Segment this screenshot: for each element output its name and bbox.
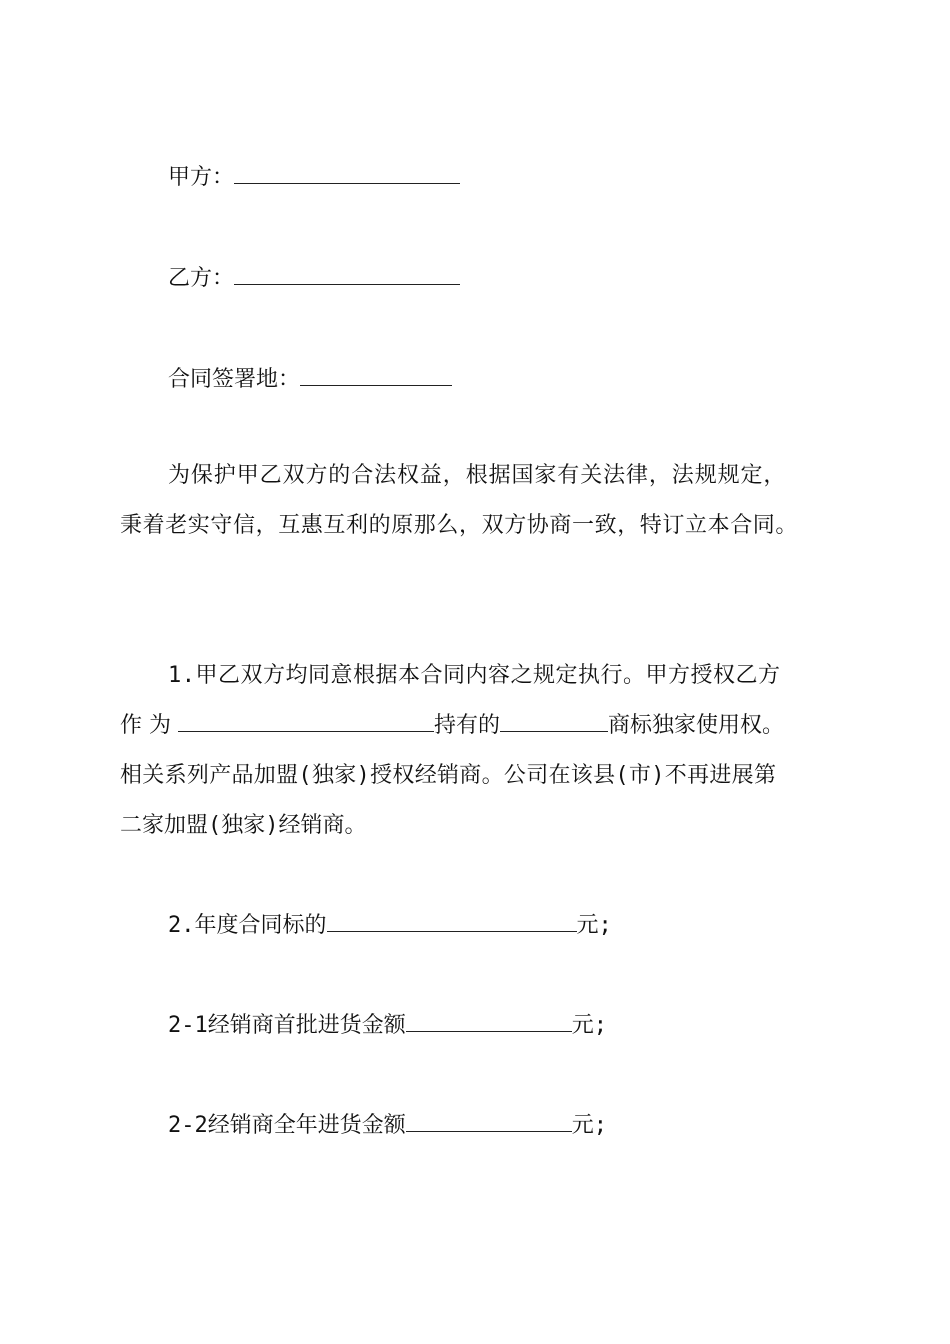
clause1-as-label: 作为 <box>120 713 179 738</box>
clause2-sub1-label: 2-1经销商首批进货金额 <box>168 1013 406 1038</box>
intro-line-2: 秉着老实守信，互惠互利的原那么，双方协商一致，特订立本合同。 <box>120 513 799 538</box>
clause2-sub2-blank <box>406 1111 572 1132</box>
clause1-holds-label: 持有的 <box>434 713 501 738</box>
clause2-sub1-line <box>168 1011 607 1041</box>
clause1-trademark-label: 商标独家使用权。 <box>608 713 785 738</box>
clause1-line-4: 二家加盟(独家)经销商。 <box>120 813 367 838</box>
clause2-sub1-unit: 元; <box>571 1013 607 1038</box>
clause1-line-1: 1.甲乙双方均同意根据本合同内容之规定执行。甲方授权乙方 <box>168 663 781 688</box>
clause2-main-unit: 元; <box>576 913 612 938</box>
clause1-line-3: 相关系列产品加盟(独家)授权经销商。公司在该县(市)不再进展第 <box>120 763 777 788</box>
clause1-party-blank <box>178 711 434 732</box>
clause2-main-blank <box>327 911 577 932</box>
party-b-label: 乙方： <box>168 266 235 291</box>
clause2-sub1-blank <box>406 1011 572 1032</box>
sign-place-label: 合同签署地： <box>168 367 301 392</box>
clause2-sub2-label: 2-2经销商全年进货金额 <box>168 1113 406 1138</box>
clause1-line-2 <box>120 711 784 741</box>
clause1-trademark-blank <box>500 711 608 732</box>
clause2-sub2-unit: 元; <box>571 1113 607 1138</box>
clause2-sub2-line <box>168 1111 607 1141</box>
sign-place-line <box>168 365 452 395</box>
clause2-main-label: 2.年度合同标的 <box>168 913 327 938</box>
party-b-line <box>168 264 460 294</box>
intro-line-1: 为保护甲乙双方的合法权益，根据国家有关法律，法规规定， <box>168 463 787 488</box>
clause2-main-line <box>168 911 612 941</box>
party-a-blank <box>234 163 460 184</box>
party-a-line <box>168 163 460 193</box>
sign-place-blank <box>300 365 452 386</box>
party-a-label: 甲方： <box>168 165 235 190</box>
party-b-blank <box>234 264 460 285</box>
